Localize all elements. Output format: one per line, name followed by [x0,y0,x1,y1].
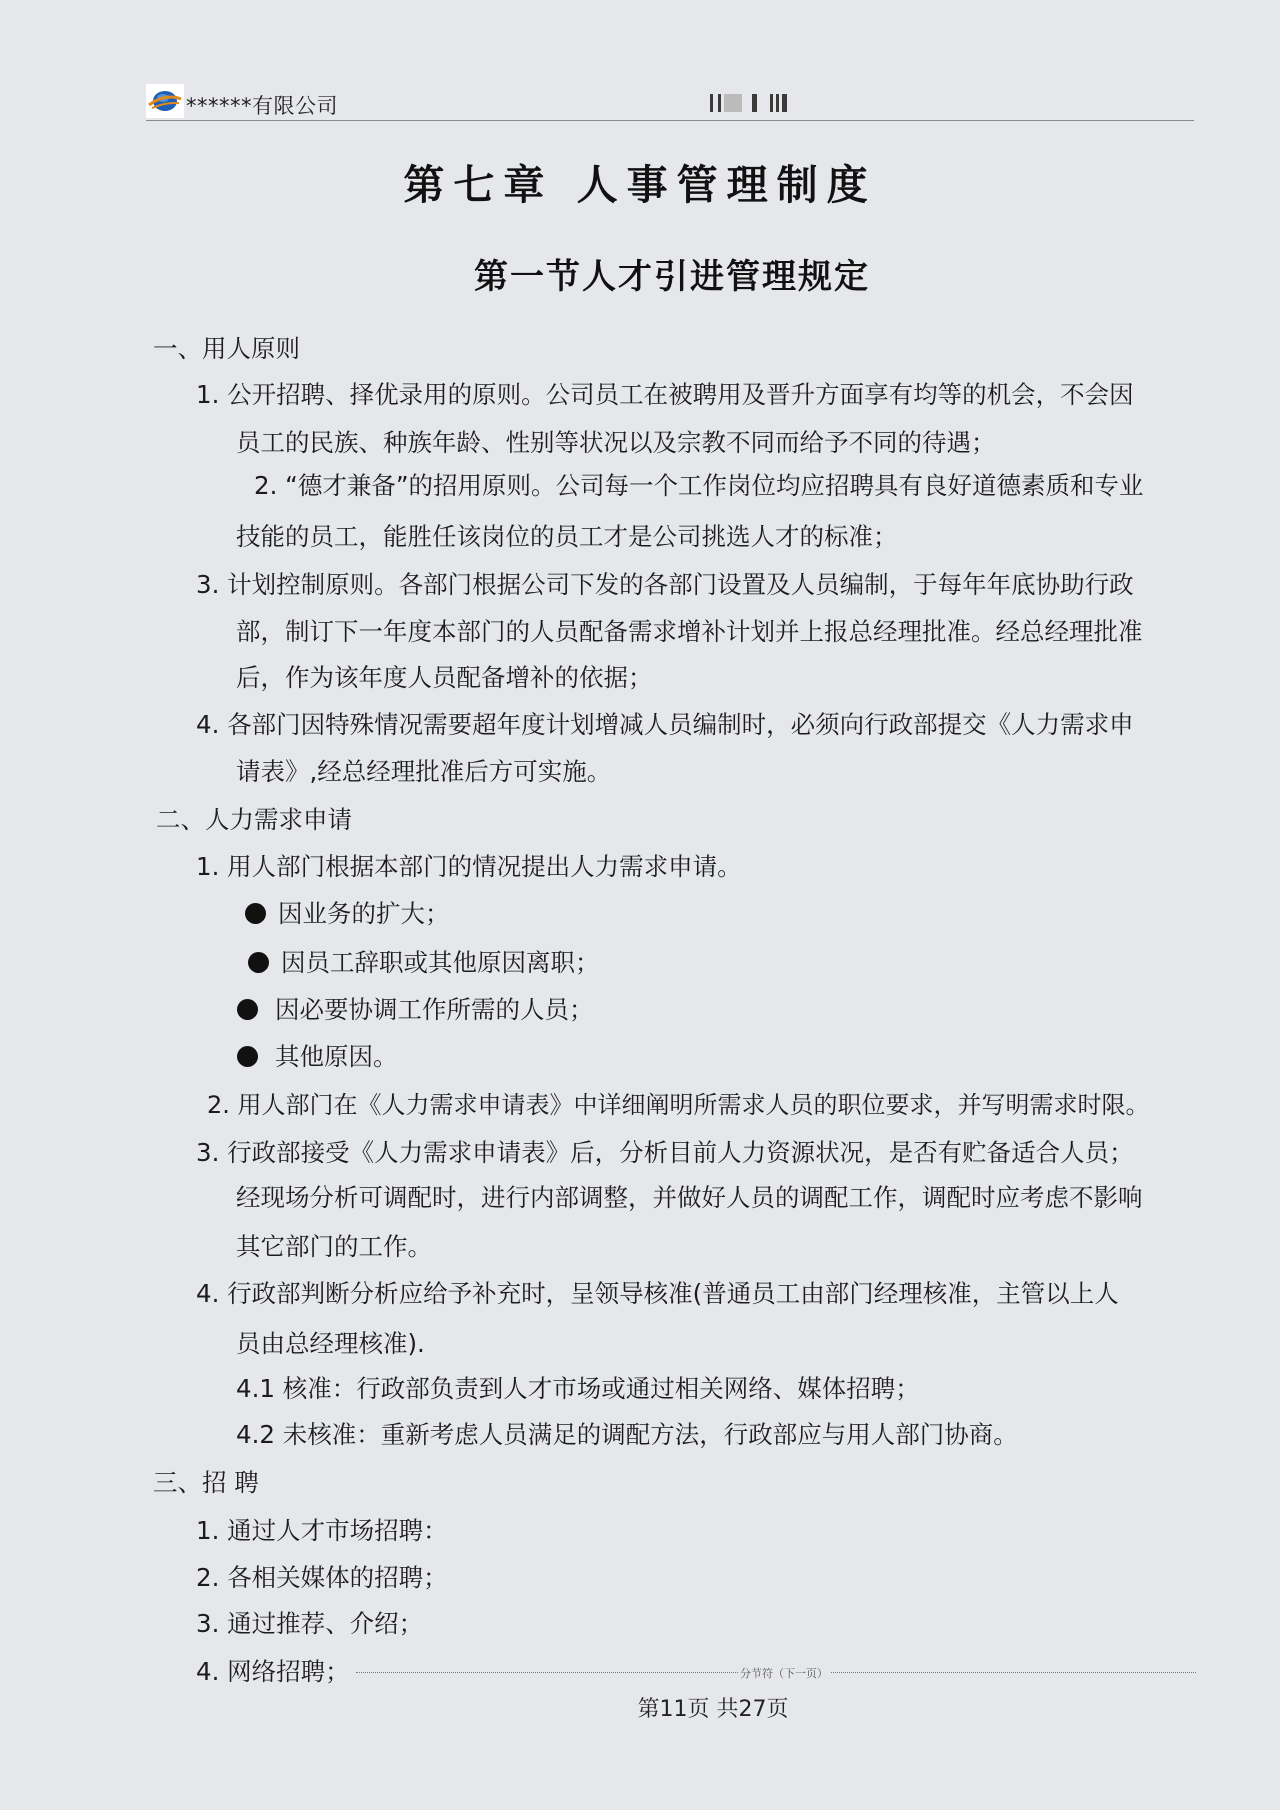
bullet-icon [248,952,269,973]
paragraph-line: 4. 行政部判断分析应给予补充时，呈领导核准(普通员工由部门经理核准，主管以上人 [196,1279,1119,1308]
chapter-title: 第七章 人事管理制度 [403,161,877,209]
paragraph-line: 3. 行政部接受《人力需求申请表》后，分析目前人力资源状况，是否有贮备适合人员； [196,1138,1134,1167]
section-heading-3: 三、招 聘 [153,1468,259,1497]
section-heading-1: 一、用人原则 [153,334,300,363]
page-header [146,84,1194,120]
bullet-item [237,1038,398,1073]
paragraph-line: 4. 网络招聘； [196,1657,350,1686]
paragraph-line: 员工的民族、种族年龄、性别等状况以及宗教不同而给予不同的待遇； [236,428,996,457]
paragraph-line: 后，作为该年度人员配备增补的依据； [236,663,653,692]
paragraph-line: 4.2 未核准：重新考虑人员满足的调配方法，行政部应与用人部门协商。 [236,1420,1018,1449]
paragraph-line: 部，制订下一年度本部门的人员配备需求增补计划并上报总经理批准。经总经理批准 [236,617,1143,646]
paragraph-line: 4. 各部门因特殊情况需要超年度计划增减人员编制时，必须向行政部提交《人力需求申 [196,710,1134,739]
paragraph-line: 请表》,经总经理批准后方可实施。 [236,757,612,786]
section-heading-2: 二、人力需求申请 [156,805,352,834]
bullet-item [245,895,450,930]
page-number: 第11页 共27页 [637,1697,789,1722]
company-name: ******有限公司 [186,94,338,118]
document-code-blurred [710,94,800,114]
section-break-label: 分节符（下一页） [740,1667,828,1680]
paragraph-line: 3. 通过推荐、介绍； [196,1609,424,1638]
bullet-text: 因员工辞职或其他原因离职； [281,948,600,977]
bullet-text: 因业务的扩大； [278,899,450,928]
paragraph-line: 2. 各相关媒体的招聘； [196,1563,448,1592]
paragraph-line: 2. “德才兼备”的招用原则。公司每一个工作岗位均应招聘具有良好道德素质和专业 [254,471,1144,500]
section-title: 第一节人才引进管理规定 [474,257,870,297]
paragraph-line: 2. 用人部门在《人力需求申请表》中详细阐明所需求人员的职位要求，并写明需求时限。 [207,1091,1150,1119]
bullet-icon [237,1046,258,1067]
paragraph-line: 4.1 核准：行政部负责到人才市场或通过相关网络、媒体招聘； [236,1374,920,1403]
bullet-icon [245,903,266,924]
paragraph-line: 员由总经理核准). [236,1329,425,1358]
bullet-item [248,944,600,979]
paragraph-line: 经现场分析可调配时，进行内部调整，并做好人员的调配工作，调配时应考虑不影响 [236,1183,1143,1212]
paragraph-line: 1. 通过人才市场招聘： [196,1516,448,1545]
globe-logo-icon [146,84,184,118]
bullet-text: 其他原因。 [275,1042,398,1071]
paragraph-line: 1. 用人部门根据本部门的情况提出人力需求申请。 [196,852,742,881]
bullet-icon [237,999,258,1020]
paragraph-line: 1. 公开招聘、择优录用的原则。公司员工在被聘用及晋升方面享有均等的机会，不会因 [196,380,1134,409]
bullet-item [237,991,594,1026]
header-divider [146,120,1194,121]
bullet-text: 因必要协调工作所需的人员； [275,995,594,1024]
paragraph-line: 其它部门的工作。 [236,1232,432,1261]
paragraph-line: 3. 计划控制原则。各部门根据公司下发的各部门设置及人员编制，于每年年底协助行政 [196,570,1134,599]
paragraph-line: 技能的员工，能胜任该岗位的员工才是公司挑选人才的标准； [236,522,898,551]
